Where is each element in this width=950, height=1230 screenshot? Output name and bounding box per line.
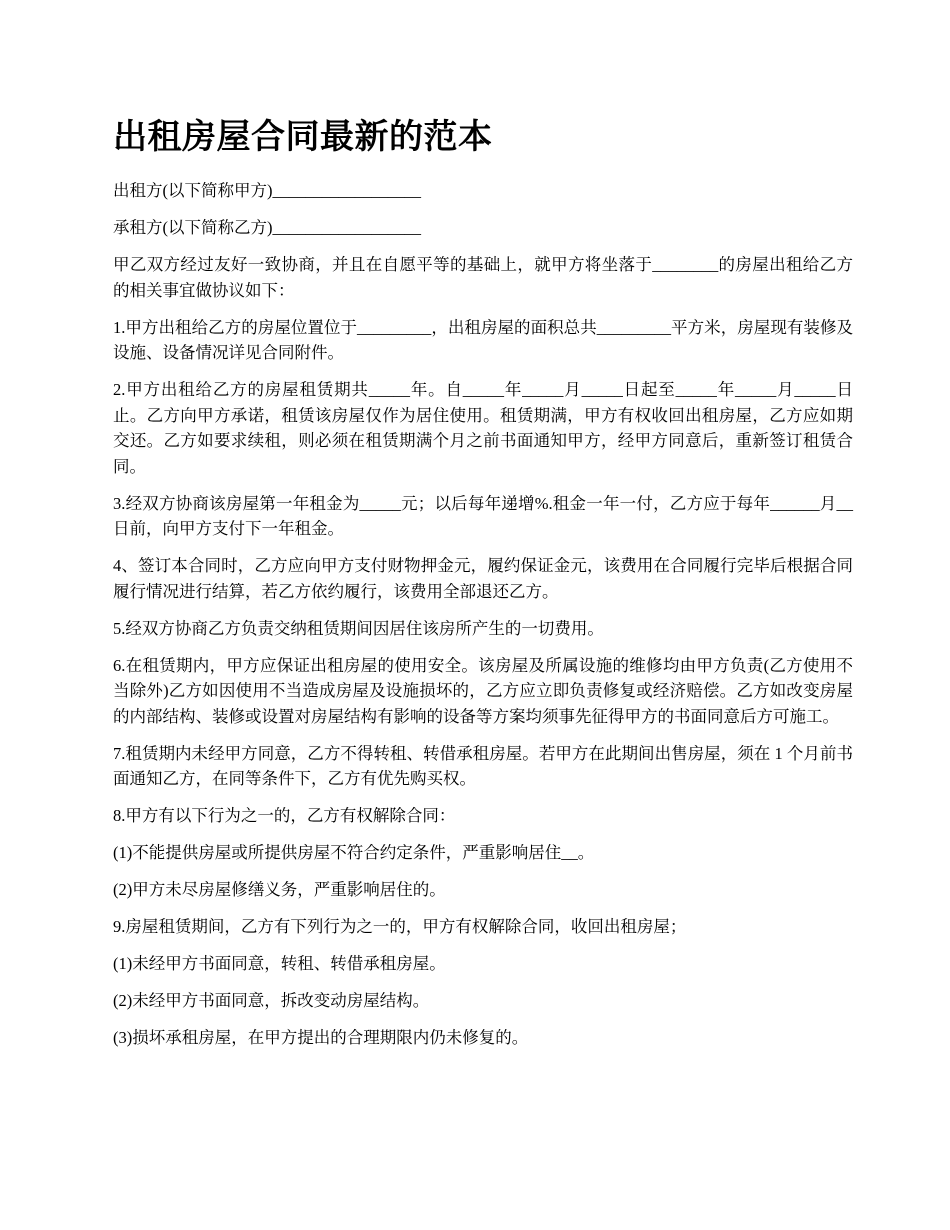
clause-9-item-2: (2)未经甲方书面同意，拆改变动房屋结构。 bbox=[113, 991, 430, 1010]
document-page bbox=[113, 112, 853, 1062]
clause-9-item-1: (1)未经甲方书面同意，转租、转借承租房屋。 bbox=[113, 954, 446, 973]
clause-9: 9.房屋租赁期间，乙方有下列行为之一的，甲方有权解除合同，收回出租房屋； bbox=[113, 917, 687, 936]
clause-5: 5.经双方协商乙方负责交纳租赁期间因居住该房所产生的一切费用。 bbox=[113, 618, 604, 638]
clause-3: 3.经双方协商该房屋第一年租金为_____元；以后每年递增%.租金一年一付，乙方应于每年______月__日前，向甲方支付下一年租金。 bbox=[113, 493, 853, 538]
lessee-line: 承租方(以下简称乙方)__________________ bbox=[113, 218, 421, 237]
document-title: 出租房屋合同最新的范本 bbox=[113, 117, 493, 157]
clause-4: 4、签订本合同时，乙方应向甲方支付财物押金元，履约保证金元，该费用在合同履行完毕后根据合同履行情况进行结算，若乙方依约履行，该费用全部退还乙方。 bbox=[113, 556, 853, 601]
clause-1: 1.甲方出租给乙方的房屋位置位于_________，出租房屋的面积总共_________平方米，房屋现有装修及设施、设备情况详见合同附件。 bbox=[113, 317, 853, 362]
clause-9-item-3: (3)损坏承租房屋，在甲方提出的合理期限内仍未修复的。 bbox=[113, 1028, 529, 1047]
clause-8: 8.甲方有以下行为之一的，乙方有权解除合同： bbox=[113, 806, 456, 825]
preamble-paragraph: 甲乙双方经过友好一致协商，并且在自愿平等的基础上，就甲方将坐落于________的房屋出租给乙方的相关事宜做协议如下： bbox=[113, 255, 853, 300]
clause-8-item-2: (2)甲方未尽房屋修缮义务，严重影响居住的。 bbox=[113, 880, 446, 899]
lessor-line: 出租方(以下简称甲方)__________________ bbox=[113, 181, 421, 200]
clause-8-item-1: (1)不能提供房屋或所提供房屋不符合约定条件，严重影响居住__。 bbox=[113, 843, 595, 862]
clause-2: 2.甲方出租给乙方的房屋租赁期共_____年。自_____年_____月_____日起至_____年_____月_____日止。乙方向甲方承诺，租赁该房屋仅作为居住使用。租赁期满，甲方有权收回出租房屋，乙方应如期交还。乙方如要求续租，则必须在租赁期满个月之前书面通知甲方，经甲方同意后，重新签订租赁合同。 bbox=[113, 380, 853, 476]
clause-6: 6.在租赁期内，甲方应保证出租房屋的使用安全。该房屋及所属设施的维修均由甲方负责(乙方使用不当除外)乙方如因使用不当造成房屋及设施损坏的，乙方应立即负责修复或经济赔偿。乙方如改变房屋的内部结构、装修或设置对房屋结构有影响的设备等方案均须事先征得甲方的书面同意后方可施工。 bbox=[113, 655, 853, 726]
clause-7: 7.租赁期内未经甲方同意，乙方不得转租、转借承租房屋。若甲方在此期间出售房屋，须在 1 个月前书面通知乙方，在同等条件下，乙方有优先购买权。 bbox=[113, 743, 853, 788]
